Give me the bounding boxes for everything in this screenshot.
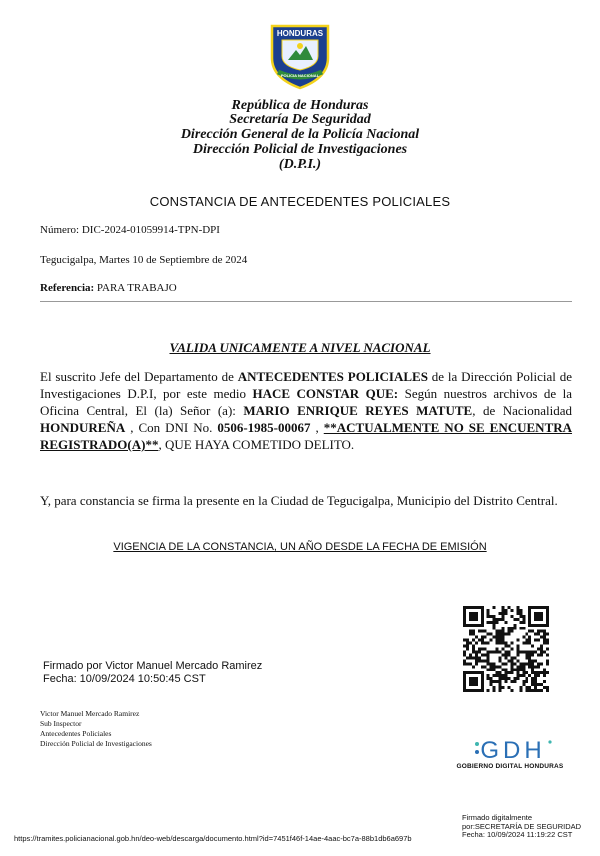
- digital-signature: [462, 814, 581, 840]
- numero-value: DIC-2024-01059914-TPN-DPI: [81, 224, 220, 236]
- svg-text:POLICIA NACIONAL: POLICIA NACIONAL: [280, 73, 320, 78]
- header-line-secretaria: Secretaría De Seguridad: [229, 112, 371, 127]
- text-segment: , de Nacionalidad: [472, 403, 573, 418]
- place-date: Tegucigalpa, Martes 10 de Septiembre de 2024: [40, 254, 248, 266]
- police-crest-icon: [266, 22, 334, 90]
- department-name: ANTECEDENTES POLICIALES: [237, 369, 428, 384]
- signer-name: Victor Manuel Mercado Ramirez: [40, 709, 140, 718]
- nationality: HONDUREÑA: [40, 420, 126, 435]
- signer-department: Antecedentes Policiales: [40, 729, 112, 738]
- text-segment: El suscrito Jefe del Departamento de: [40, 369, 238, 384]
- header-line-dpi: (D.P.I.): [278, 157, 322, 172]
- text-segment: Según nuestros archivos de la Oficina Central, El (la) Señor (a):: [40, 386, 572, 418]
- signer-block: [40, 709, 152, 749]
- referencia-value: PARA TRABAJO: [96, 282, 177, 294]
- signer-direction: Dirección Policial de Investigaciones: [40, 739, 152, 748]
- text-segment: de la Dirección Policial de Investigaciones D.P.I, por este medio: [40, 369, 573, 401]
- text-segment: , QUE HAYA COMETIDO DELITO.: [158, 437, 355, 452]
- document-title: CONSTANCIA DE ANTECEDENTES POLICIALES: [149, 194, 451, 209]
- verification-url[interactable]: https://tramites.policianacional.gob.hn/deo-web/descarga/documento.html?id=7451f46f-14ae-4aac-bc7a-88b1db6a697b: [14, 834, 412, 843]
- text-segment: , Con DNI No.: [125, 420, 218, 435]
- svg-text:HONDURAS: HONDURAS: [276, 29, 324, 38]
- signer-rank: Sub Inspector: [40, 719, 82, 728]
- dni-number: 0506-1985-00067: [217, 420, 311, 435]
- record-status: **ACTUALMENTE NO SE ENCUENTRA REGISTRADO(A)**: [40, 420, 573, 452]
- gdh-caption: GOBIERNO DIGITAL HONDURAS: [456, 763, 564, 770]
- validity-notice: VALIDA UNICAMENTE A NIVEL NACIONAL: [169, 340, 431, 355]
- certification-paragraph: [40, 368, 572, 453]
- qr-code-icon[interactable]: [463, 606, 549, 692]
- digital-line: Firmado digitalmente: [462, 813, 533, 822]
- numero-label: Número:: [40, 224, 80, 236]
- text-segment: ,: [310, 420, 324, 435]
- person-name: MARIO ENRIQUE REYES MATUTE: [243, 403, 473, 418]
- digital-line: Fecha: 10/09/2024 11:19:22 CST: [462, 830, 573, 839]
- digital-line: por:SECRETARÍA DE SEGURIDAD: [462, 821, 582, 831]
- reference: [40, 282, 177, 294]
- divider: [40, 301, 572, 302]
- signed-date: Fecha: 10/09/2024 10:50:45 CST: [43, 673, 206, 685]
- closing-paragraph: Y, para constancia se firma la presente en la Ciudad de Tegucigalpa, Municipio del Distrito Central.: [40, 493, 558, 508]
- header-line-direccion-policial: Dirección Policial de Investigaciones: [192, 142, 408, 157]
- signed-by: Firmado por Victor Manuel Mercado Ramirez: [43, 660, 263, 672]
- header-line-republica: República de Honduras: [231, 98, 369, 113]
- svg-text:GDH: GDH: [480, 737, 546, 764]
- vigencia-notice: VIGENCIA DE LA CONSTANCIA, UN AÑO DESDE LA FECHA DE EMISIÓN: [113, 541, 487, 553]
- header-line-direccion-general: Dirección General de la Policía Nacional: [180, 127, 420, 142]
- document-number: [40, 224, 220, 236]
- referencia-label: Referencia:: [40, 282, 95, 294]
- hace-constar: HACE CONSTAR QUE:: [252, 386, 399, 401]
